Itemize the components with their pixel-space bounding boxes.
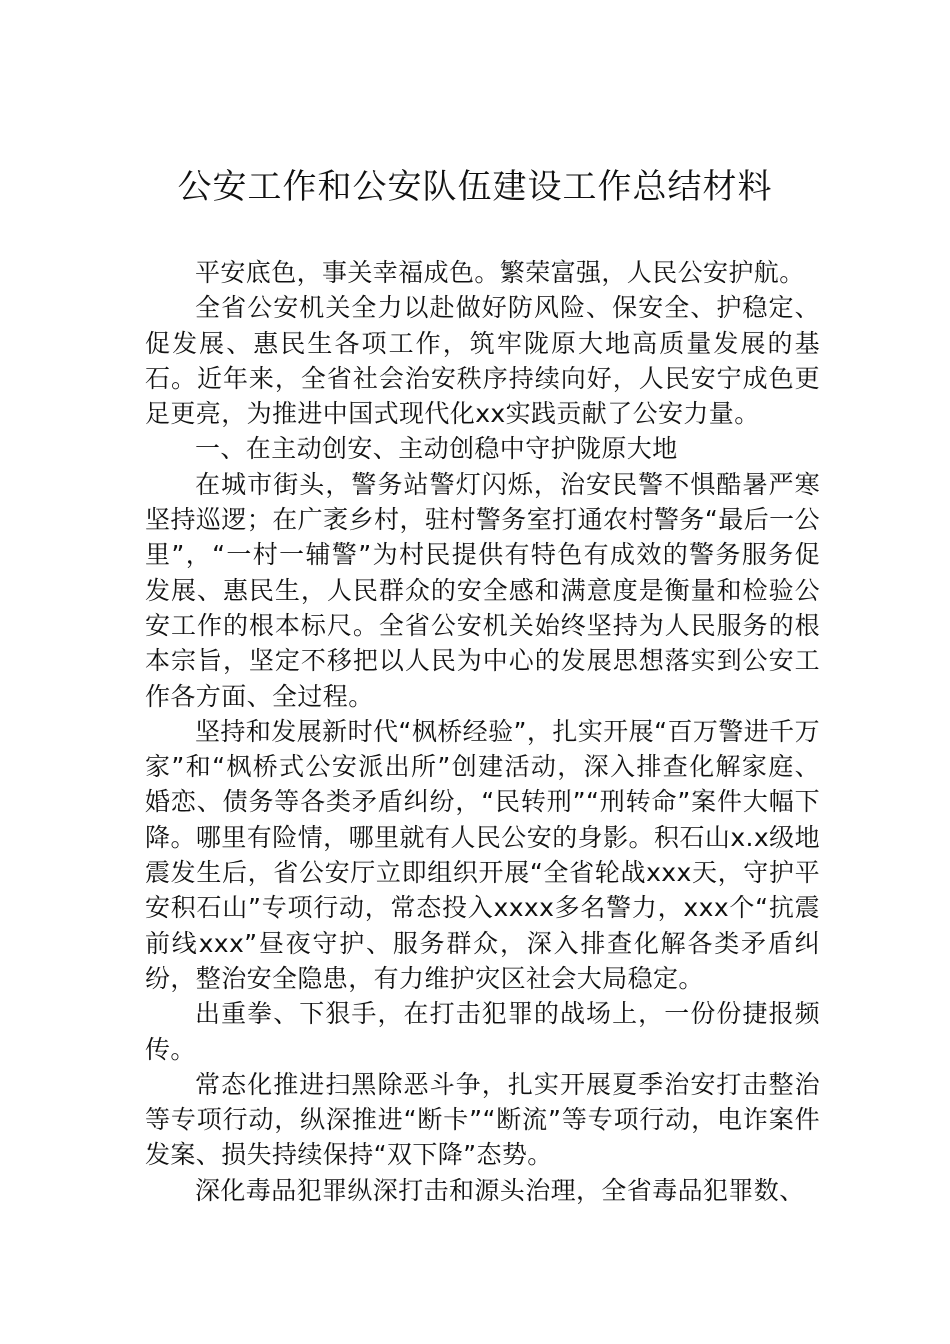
paragraph-fengqiao: 坚持和发展新时代“枫桥经验”，扎实开展“百万警进千万家”和“枫桥式公安派出所”创建活动，深入排查化解家庭、婚恋、债务等各类矛盾纠纷，“民转刑”“刑转命”案件大幅下降。哪里有险情，哪里就有人民公安的身影。积石山x.x级地震发生后，省公安厅立即组织开展“全省轮战xxx天，守护平安积石山”专项行动，常态投入xxxx多名警力，xxx个“抗震前线xxx”昼夜守护、服务群众，深入排查化解各类矛盾纠纷，整治安全隐患，有力维护灾区社会大局稳定。: [145, 716, 820, 993]
paragraph-crackdown: 出重拳、下狠手，在打击犯罪的战场上，一份份捷报频传。: [145, 999, 820, 1064]
document-body: [145, 255, 820, 1208]
paragraph-intro: 平安底色，事关幸福成色。繁荣富强，人民公安护航。: [195, 258, 805, 287]
section-heading-1: 一、在主动创安、主动创稳中守护陇原大地: [195, 434, 678, 464]
paragraph-gang-crime: 常态化推进扫黑除恶斗争，扎实开展夏季治安打击整治等专项行动，纵深推进“断卡”“断流”等专项行动，电诈案件发案、损失持续保持“双下降”态势。: [145, 1069, 820, 1170]
paragraph-overview: 全省公安机关全力以赴做好防风险、保安全、护稳定、促发展、惠民生各项工作，筑牢陇原大地高质量发展的基石。近年来，全省社会治安秩序持续向好，人民安宁成色更足更亮，为推进中国式现代化xx实践贡献了公安力量。: [145, 293, 820, 429]
document-title: 公安工作和公安队伍建设工作总结材料: [177, 167, 773, 207]
paragraph-patrol: 在城市街头，警务站警灯闪烁，治安民警不惧酷暑严寒坚持巡逻；在广袤乡村，驻村警务室打通农村警务“最后一公里”，“一村一辅警”为村民提供有特色有成效的警务服务促发展、惠民生，人民群众的安全感和满意度是衡量和检验公安工作的根本标尺。全省公安机关始终坚持为人民服务的根本宗旨，坚定不移把以人民为中心的发展思想落实到公安工作各方面、全过程。: [145, 469, 820, 711]
paragraph-drug-crime: 深化毒品犯罪纵深打击和源头治理，全省毒品犯罪数、: [195, 1175, 805, 1205]
